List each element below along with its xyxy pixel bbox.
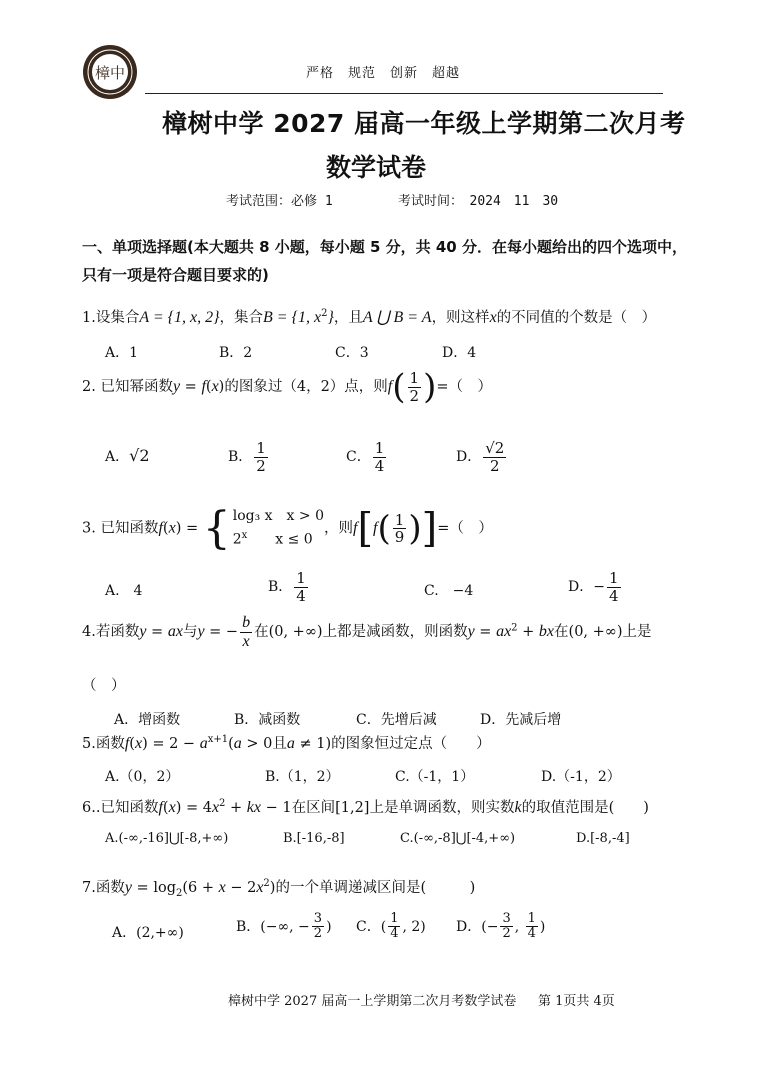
svg-text:樟中: 樟中: [94, 64, 126, 82]
q3-option-a: A. 4: [105, 583, 143, 599]
q3-option-b: B． $\frac{1}{4}$: [268, 569, 306, 605]
question-6: 6..已知函数$f(x) = 4x^2$ + kx − 1在区间[1,2]上是单调函数，则实数k的取值范围是( ): [82, 798, 649, 816]
question-5: 5.函数$f(x) = 2 - a^{x+1}(a > 0$且a ≠ 1)的图象恒过定点（ ）: [82, 734, 491, 752]
q7-option-d: D．(− $\frac{3}{2}$ , $\frac{1}{4}$ ): [456, 911, 546, 942]
exam-title: 樟树中学 2027 届高一年级上学期第二次月考: [162, 109, 686, 138]
q4-option-d: D．先减后增: [480, 712, 562, 728]
q7-option-b: B．(−∞, − $\frac{3}{2}$ ): [236, 911, 332, 942]
exam-time: 考试时间： 2024 11 30: [398, 194, 559, 209]
q5-option-b: B.（1，2）: [265, 769, 340, 785]
q3-option-d: D．− $\frac{1}{4}$: [568, 569, 619, 605]
q2-option-d: D． $\frac{√2}{2}$: [456, 439, 505, 475]
q4-option-b: B．减函数: [234, 712, 301, 728]
q3-option-c: C. −4: [424, 583, 474, 599]
school-motto: 严格 规范 创新 超越: [306, 66, 461, 81]
q4-option-a: A．增函数: [114, 712, 181, 728]
section-heading-line2: 只有一项是符合题目要求的): [82, 266, 269, 284]
q1-option-d: D．4: [442, 345, 477, 361]
q1-option-c: C．3: [335, 345, 369, 361]
question-2: 2. 已知幂函数y = f(x)的图象过（4，2）点，则f( $\frac{1}{2}$ )=（ ）: [82, 367, 492, 407]
exam-subtitle: 数学试卷: [326, 153, 427, 182]
q5-option-d: D.（-1，2）: [541, 769, 621, 785]
section-heading-line1: 一、单项选择题(本大题共 8 小题，每小题 5 分，共 40 分．在每小题给出的四个选项中，: [82, 238, 687, 256]
page-footer: 樟树中学 2027 届高一上学期第二次月考数学试卷: [228, 994, 517, 1009]
q2-option-b: B． $\frac{1}{2}$: [228, 439, 266, 475]
q7-option-a: A．(2,+∞): [112, 925, 184, 941]
q6-option-c: C.(-∞,-8]⋃[-4,+∞): [400, 831, 516, 846]
q2-option-a: A．√2: [105, 446, 150, 465]
q7-option-c: C．( $\frac{1}{4}$ , 2): [356, 911, 426, 942]
page-number: 第 1页共 4页: [538, 994, 615, 1009]
question-3: 3. 已知函数f(x) = { log₃ x x > 0 2$^x$ x ≤ 0 ，则f[f( $\frac{1}{9}$ )]=（ ）: [82, 502, 493, 554]
q6-option-a: A.(-∞,-16]⋃[-8,+∞): [105, 831, 229, 846]
question-1: 1.设集合A = {1, x, 2}，集合B = {1, $x^2$}，且A ⋃ B = A，则这样x的不同值的个数是（ ）: [82, 308, 657, 326]
q4-option-c: C．先增后减: [356, 712, 437, 728]
q4-answer-paren: （ ）: [82, 678, 126, 694]
exam-scope: 考试范围：必修 1: [226, 194, 333, 209]
q1-option-a: A．1: [105, 345, 139, 361]
question-7: 7.函数$y = \log_2(6 + x - 2x^2)$的一个单调递减区间是( ): [82, 878, 476, 899]
school-seal-logo: [82, 44, 138, 100]
q6-option-d: D.[-8,-4]: [576, 831, 630, 846]
q1-option-b: B．2: [219, 345, 253, 361]
q6-option-b: B.[-16,-8]: [283, 831, 345, 846]
header-rule: [145, 93, 663, 94]
q5-option-c: C.（-1，1）: [395, 769, 475, 785]
q5-option-a: A.（0，2）: [105, 769, 180, 785]
q2-option-c: C． $\frac{1}{4}$: [346, 439, 385, 475]
question-4: 4.若函数y = ax与y = − $\frac{b}{x}$ 在(0, +∞)上都是减函数，则函数$y = ax^2$ + bx在(0, +∞)上是: [82, 614, 652, 650]
